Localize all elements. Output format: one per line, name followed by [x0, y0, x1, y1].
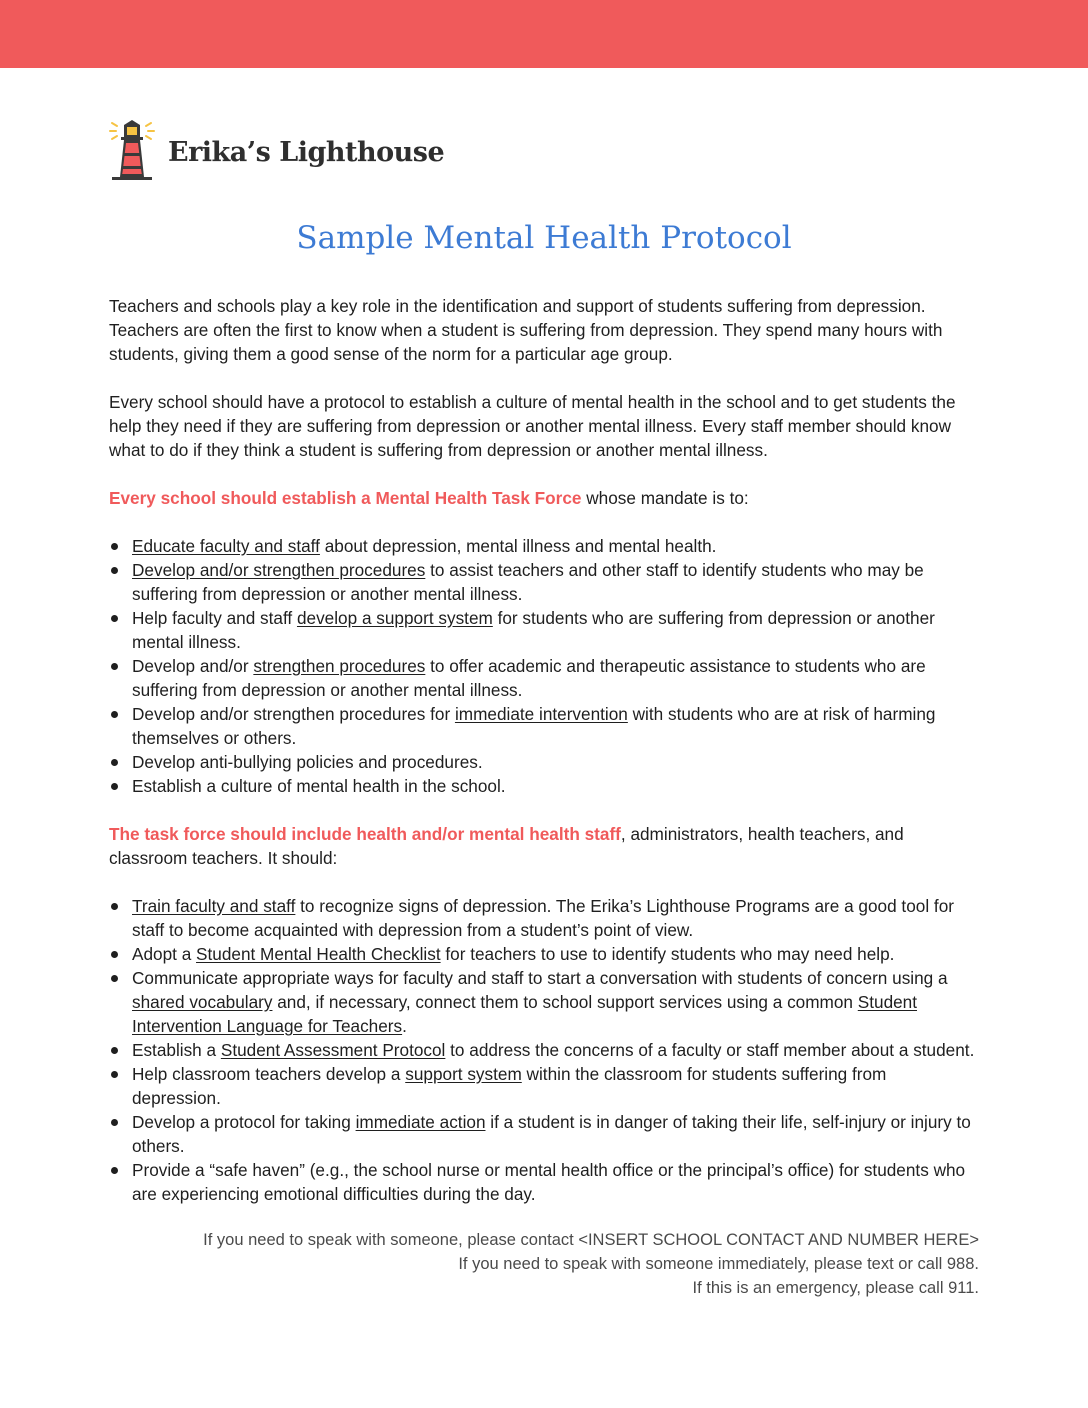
footer-line: If you need to speak with someone, please contact <INSERT SCHOOL CONTACT AND NUMBER HERE> — [203, 1231, 979, 1249]
section2-list — [109, 894, 979, 1206]
section1-lead-text: whose mandate is to: — [581, 488, 749, 508]
link[interactable]: immediate intervention — [454, 704, 628, 724]
section2-lead-text: , administrators, health teachers, and classroom teachers. It should: — [109, 824, 904, 868]
section1-highlight: Every school should establish a Mental Health Task Force — [109, 488, 582, 508]
top-banner — [0, 0, 1088, 68]
list-item: Develop anti-bullying policies and procedures. — [109, 750, 979, 774]
footer-line: If you need to speak with someone immediately, please text or call 988. — [458, 1255, 979, 1273]
page-title: Sample Mental Health Protocol — [296, 220, 792, 256]
list-item: Train faculty and staff to recognize signs of depression. The Erika’s Lighthouse Programs are a good tool for staff to become acquainted with depression from a student’s point of view. — [109, 894, 979, 942]
section2-lead — [109, 822, 979, 870]
link[interactable]: Student Assessment Protocol — [220, 1040, 446, 1060]
contact-footer — [109, 1228, 979, 1300]
link[interactable]: strengthen procedures — [253, 656, 426, 676]
link[interactable]: Train faculty and staff — [132, 896, 296, 916]
list-item: Develop and/or strengthen procedures for immediate intervention with students who are at risk of harming themselves or others. — [109, 702, 979, 750]
link[interactable]: Student Intervention Language for Teachers — [132, 992, 918, 1036]
section2-highlight: The task force should include health and/or mental health staff — [109, 824, 621, 844]
list-item: Provide a “safe haven” (e.g., the school nurse or mental health office or the principal’s office) for students who are experiencing emotional difficulties during the day. — [109, 1158, 979, 1206]
link[interactable]: Educate faculty and staff — [132, 536, 320, 556]
intro-paragraph: Teachers and schools play a key role in the identification and support of students suffering from depression. Teachers are often the first to know when a student is suffering from depression. They spend many hours with students, giving them a good sense of the norm for a particular age group. — [109, 296, 943, 364]
section1-lead — [109, 486, 979, 510]
list-item: Communicate appropriate ways for faculty and staff to start a conversation with students of concern using a shared vocabulary and, if necessary, connect them to school support services using a common Student Intervention Language for Teachers. — [109, 966, 979, 1038]
list-item: Adopt a Student Mental Health Checklist for teachers to use to identify students who may need help. — [109, 942, 979, 966]
intro-paragraph: Every school should have a protocol to establish a culture of mental health in the school and to get students the help they need if they are suffering from depression or another mental illness. Every staff member should know what to do if they think a student is suffering from depression or another mental illness. — [109, 392, 956, 460]
link[interactable]: Student Mental Health Checklist — [196, 944, 441, 964]
link[interactable]: shared vocabulary — [132, 992, 273, 1012]
document-body — [109, 294, 979, 1230]
logo — [106, 116, 444, 184]
list-item: Establish a Student Assessment Protocol to address the concerns of a faculty or staff member about a student. — [109, 1038, 979, 1062]
section1-list — [109, 534, 979, 798]
list-item: Help faculty and staff develop a support system for students who are suffering from depression or another mental illness. — [109, 606, 979, 654]
list-item: Develop a protocol for taking immediate action if a student is in danger of taking their life, self-injury or injury to others. — [109, 1110, 979, 1158]
footer-line: If this is an emergency, please call 911. — [692, 1279, 979, 1297]
lighthouse-icon — [106, 117, 158, 183]
list-item: Help classroom teachers develop a support system within the classroom for students suffering from depression. — [109, 1062, 979, 1110]
list-item: Educate faculty and staff about depression, mental illness and mental health. — [109, 534, 979, 558]
link[interactable]: immediate action — [355, 1112, 486, 1132]
link[interactable]: support system — [405, 1064, 522, 1084]
logo-text: Erika’s Lighthouse — [168, 136, 445, 168]
link[interactable]: Develop and/or strengthen procedures — [132, 560, 426, 580]
list-item: Develop and/or strengthen procedures to assist teachers and other staff to identify students who may be suffering from depression or another mental illness. — [109, 558, 979, 606]
list-item: Establish a culture of mental health in the school. — [109, 774, 979, 798]
list-item: Develop and/or strengthen procedures to offer academic and therapeutic assistance to students who are suffering from depression or another mental illness. — [109, 654, 979, 702]
link[interactable]: develop a support system — [296, 608, 493, 628]
